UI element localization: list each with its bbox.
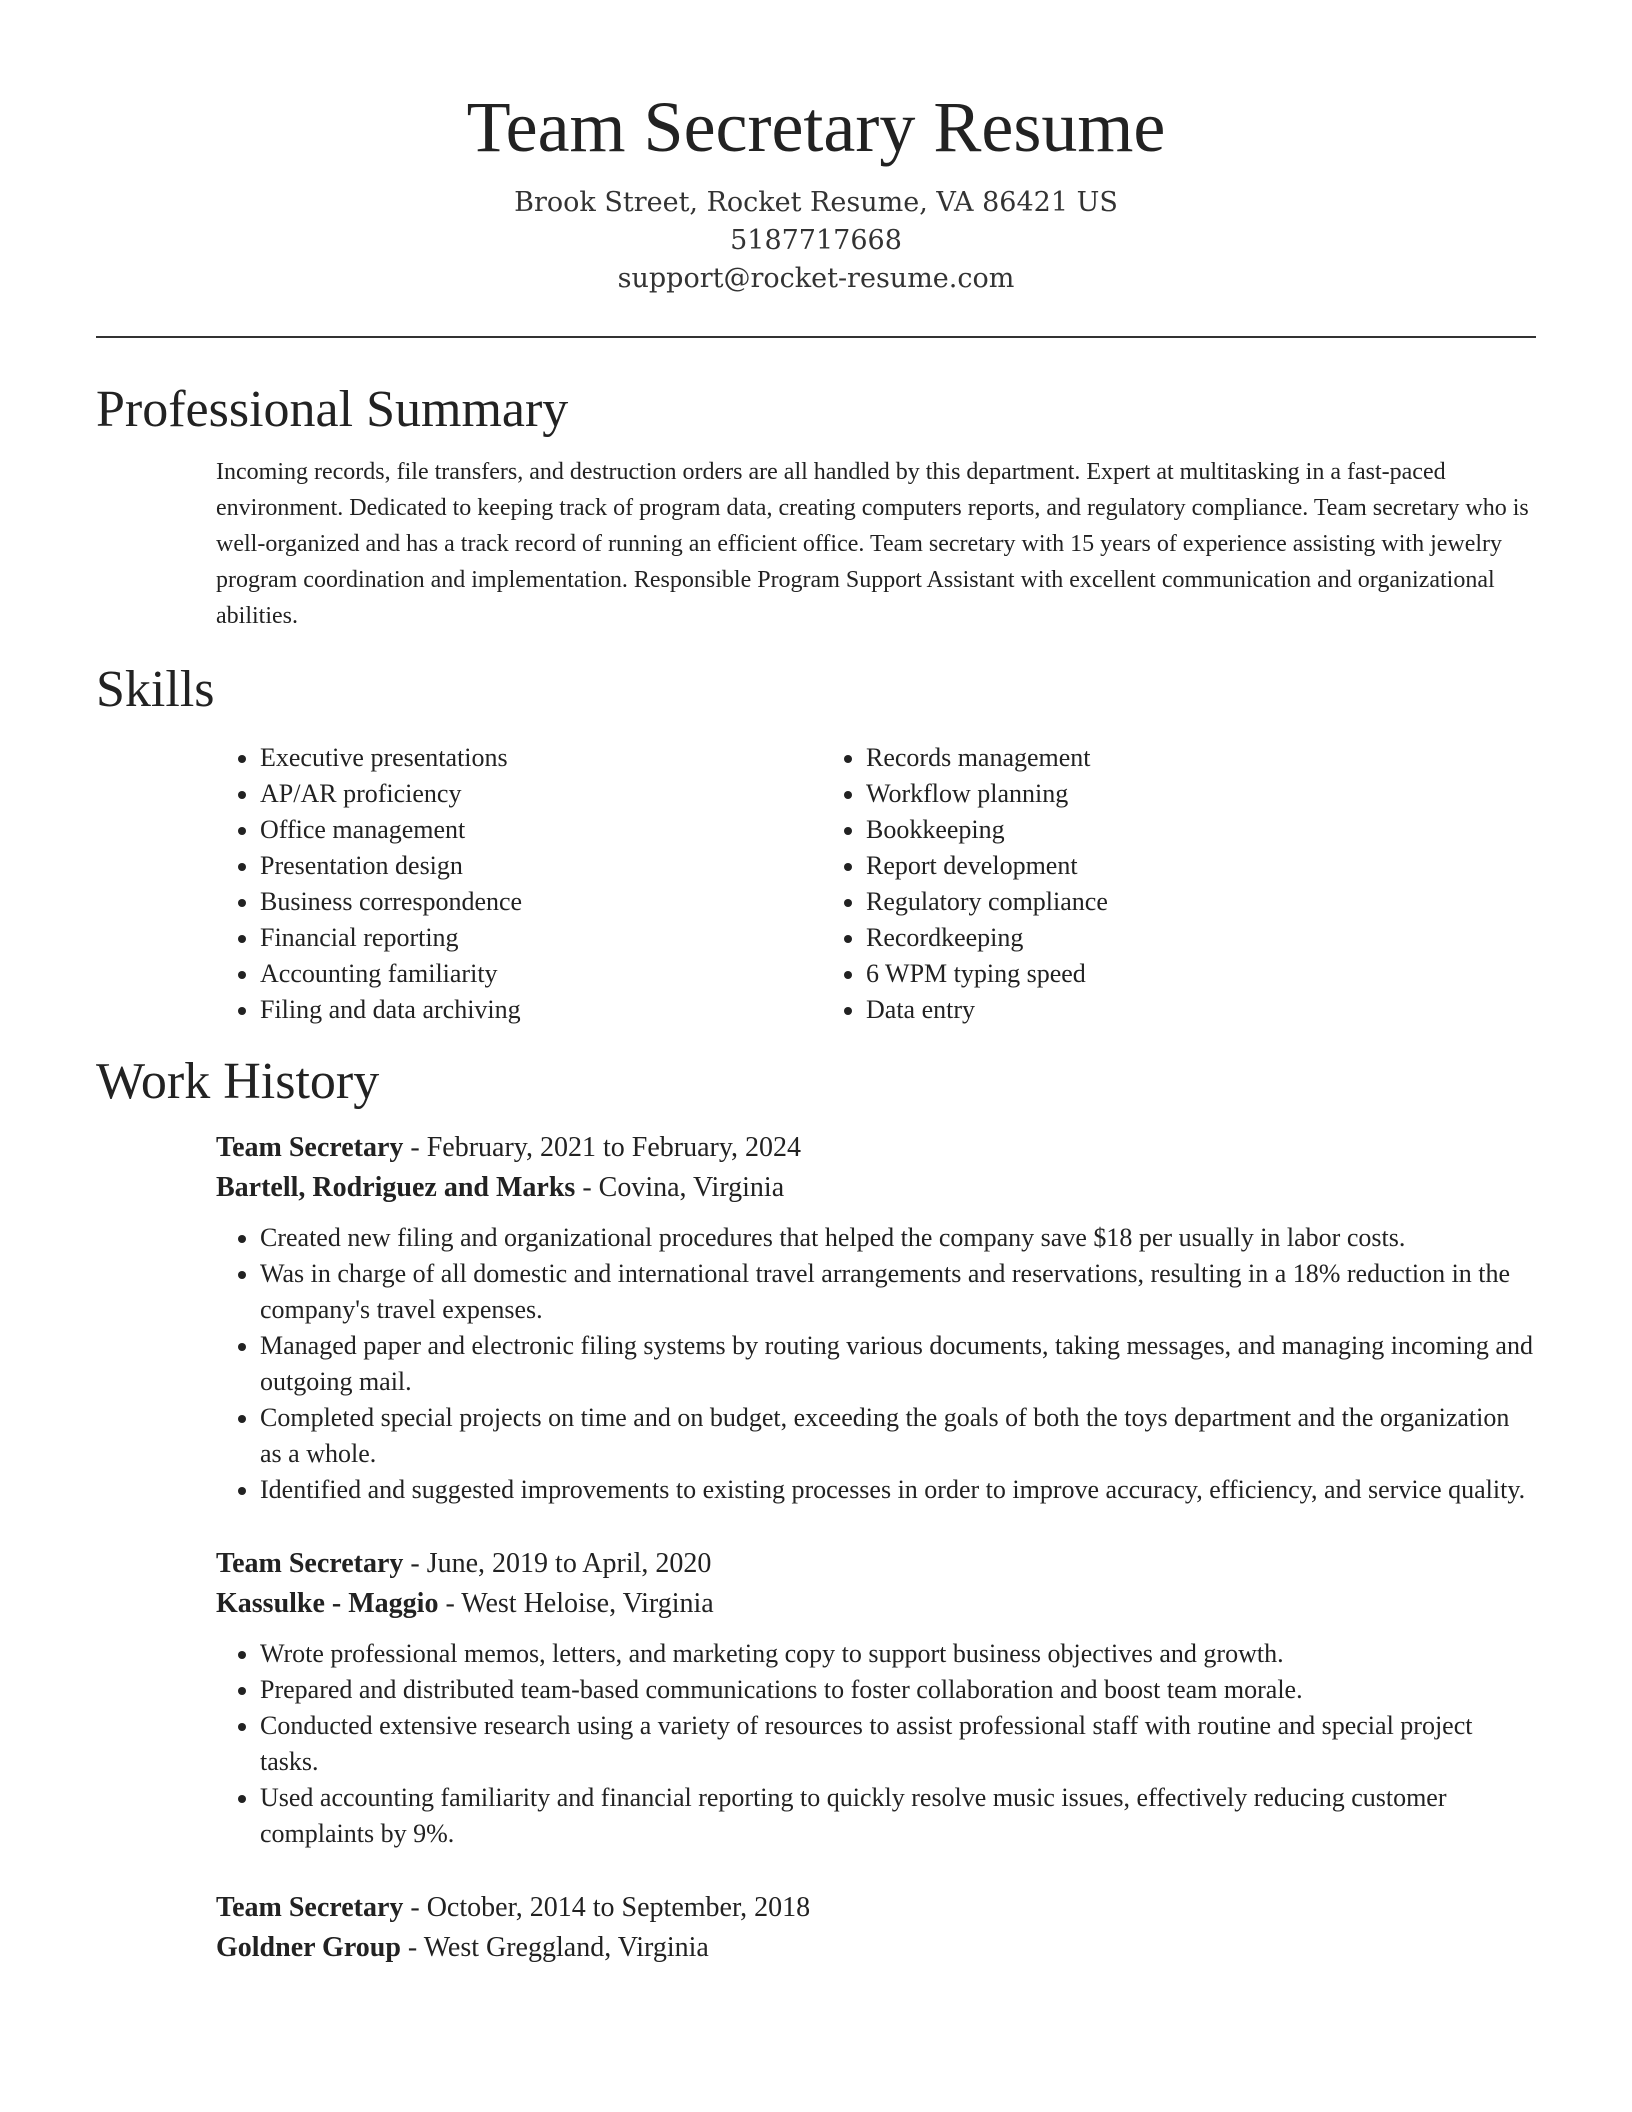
job-location: - West Greggland, Virginia [400, 1932, 709, 1963]
job-company-line [216, 1168, 1536, 1208]
summary-text: Incoming records, file transfers, and destruction orders are all handled by this department. Expert at multitasking in a fast-paced environment. Dedicated to keeping track of program data, creating computers reports, and regulatory compliance. Team secretary who is well-organized and has a track record of running an efficient office. Team secretary with 15 years of experience assisting with jewelry program coordination and implementation. Responsible Program Support Assistant with excellent communication and organizational abilities. [216, 459, 1529, 629]
skills-column-right [822, 740, 1428, 1028]
contact-block [96, 184, 1536, 298]
header-divider [96, 336, 1536, 338]
skill-item: • 6 WPM typing speed [866, 956, 1428, 992]
skills-heading: Skills [96, 661, 215, 718]
skill-item: • Accounting familiarity [260, 956, 822, 992]
skill-item: • Workflow planning [866, 776, 1428, 812]
job-bullet: • Conducted extensive research using a variety of resources to assist professional staff with routine and special project tasks. [260, 1708, 1536, 1780]
skill-item: • Executive presentations [260, 740, 822, 776]
skills-column-left [216, 740, 822, 1028]
skill-item: • Report development [866, 848, 1428, 884]
job-title: Team Secretary [216, 1892, 404, 1923]
job-bullets [216, 1220, 1536, 1508]
job-title-line [216, 1888, 1536, 1928]
job-bullet: • Managed paper and electronic filing systems by routing various documents, taking messages, and managing incoming and outgoing mail. [260, 1328, 1536, 1400]
skill-item: • Office management [260, 812, 822, 848]
skill-item: • Regulatory compliance [866, 884, 1428, 920]
job-bullet: • Created new filing and organizational procedures that helped the company save $18 per usually in labor costs. [260, 1220, 1536, 1256]
job-location: - West Heloise, Virginia [438, 1588, 714, 1619]
skills-list [216, 740, 1536, 1028]
resume-title: Team Secretary Resume [466, 87, 1166, 167]
job-bullet: • Wrote professional memos, letters, and marketing copy to support business objectives and growth. [260, 1636, 1536, 1672]
job-dates: - June, 2019 to April, 2020 [403, 1548, 712, 1579]
job-entry [216, 1888, 1536, 1968]
job-company: Bartell, Rodriguez and Marks [216, 1172, 576, 1203]
skill-item: • Filing and data archiving [260, 992, 822, 1028]
job-dates: - February, 2021 to February, 2024 [403, 1132, 802, 1163]
resume-page [96, 0, 1536, 1968]
job-company-line [216, 1584, 1536, 1624]
work-history-heading: Work History [96, 1053, 380, 1110]
job-company: Goldner Group [216, 1932, 401, 1963]
job-company-line [216, 1928, 1536, 1968]
skill-item: • Presentation design [260, 848, 822, 884]
job-dates: - October, 2014 to September, 2018 [403, 1892, 811, 1923]
skill-item: • Financial reporting [260, 920, 822, 956]
summary-heading: Professional Summary [96, 381, 569, 438]
job-bullet: • Prepared and distributed team-based communications to foster collaboration and boost team morale. [260, 1672, 1536, 1708]
job-bullet: • Identified and suggested improvements to existing processes in order to improve accuracy, efficiency, and service quality. [260, 1472, 1536, 1508]
skill-item: • AP/AR proficiency [260, 776, 822, 812]
job-title-line [216, 1128, 1536, 1168]
job-title-line [216, 1544, 1536, 1584]
skill-item: • Recordkeeping [866, 920, 1428, 956]
job-company: Kassulke - Maggio [216, 1588, 439, 1619]
job-entry [216, 1544, 1536, 1852]
skill-item: • Data entry [866, 992, 1428, 1028]
email: support@rocket-resume.com [617, 263, 1015, 294]
skill-item: • Bookkeeping [866, 812, 1428, 848]
address: Brook Street, Rocket Resume, VA 86421 US [514, 187, 1118, 218]
job-bullet: • Completed special projects on time and on budget, exceeding the goals of both the toys department and the organization as a whole. [260, 1400, 1536, 1472]
job-title: Team Secretary [216, 1132, 404, 1163]
skill-item: • Business correspondence [260, 884, 822, 920]
job-bullets [216, 1636, 1536, 1852]
job-bullet: • Used accounting familiarity and financial reporting to quickly resolve music issues, effectively reducing customer complaints by 9%. [260, 1780, 1536, 1852]
job-title: Team Secretary [216, 1548, 404, 1579]
job-entry [216, 1128, 1536, 1508]
job-location: - Covina, Virginia [575, 1172, 785, 1203]
job-bullet: • Was in charge of all domestic and international travel arrangements and reservations, resulting in a 18% reduction in the company's travel expenses. [260, 1256, 1536, 1328]
skill-item: • Records management [866, 740, 1428, 776]
phone: 5187717668 [730, 225, 902, 256]
